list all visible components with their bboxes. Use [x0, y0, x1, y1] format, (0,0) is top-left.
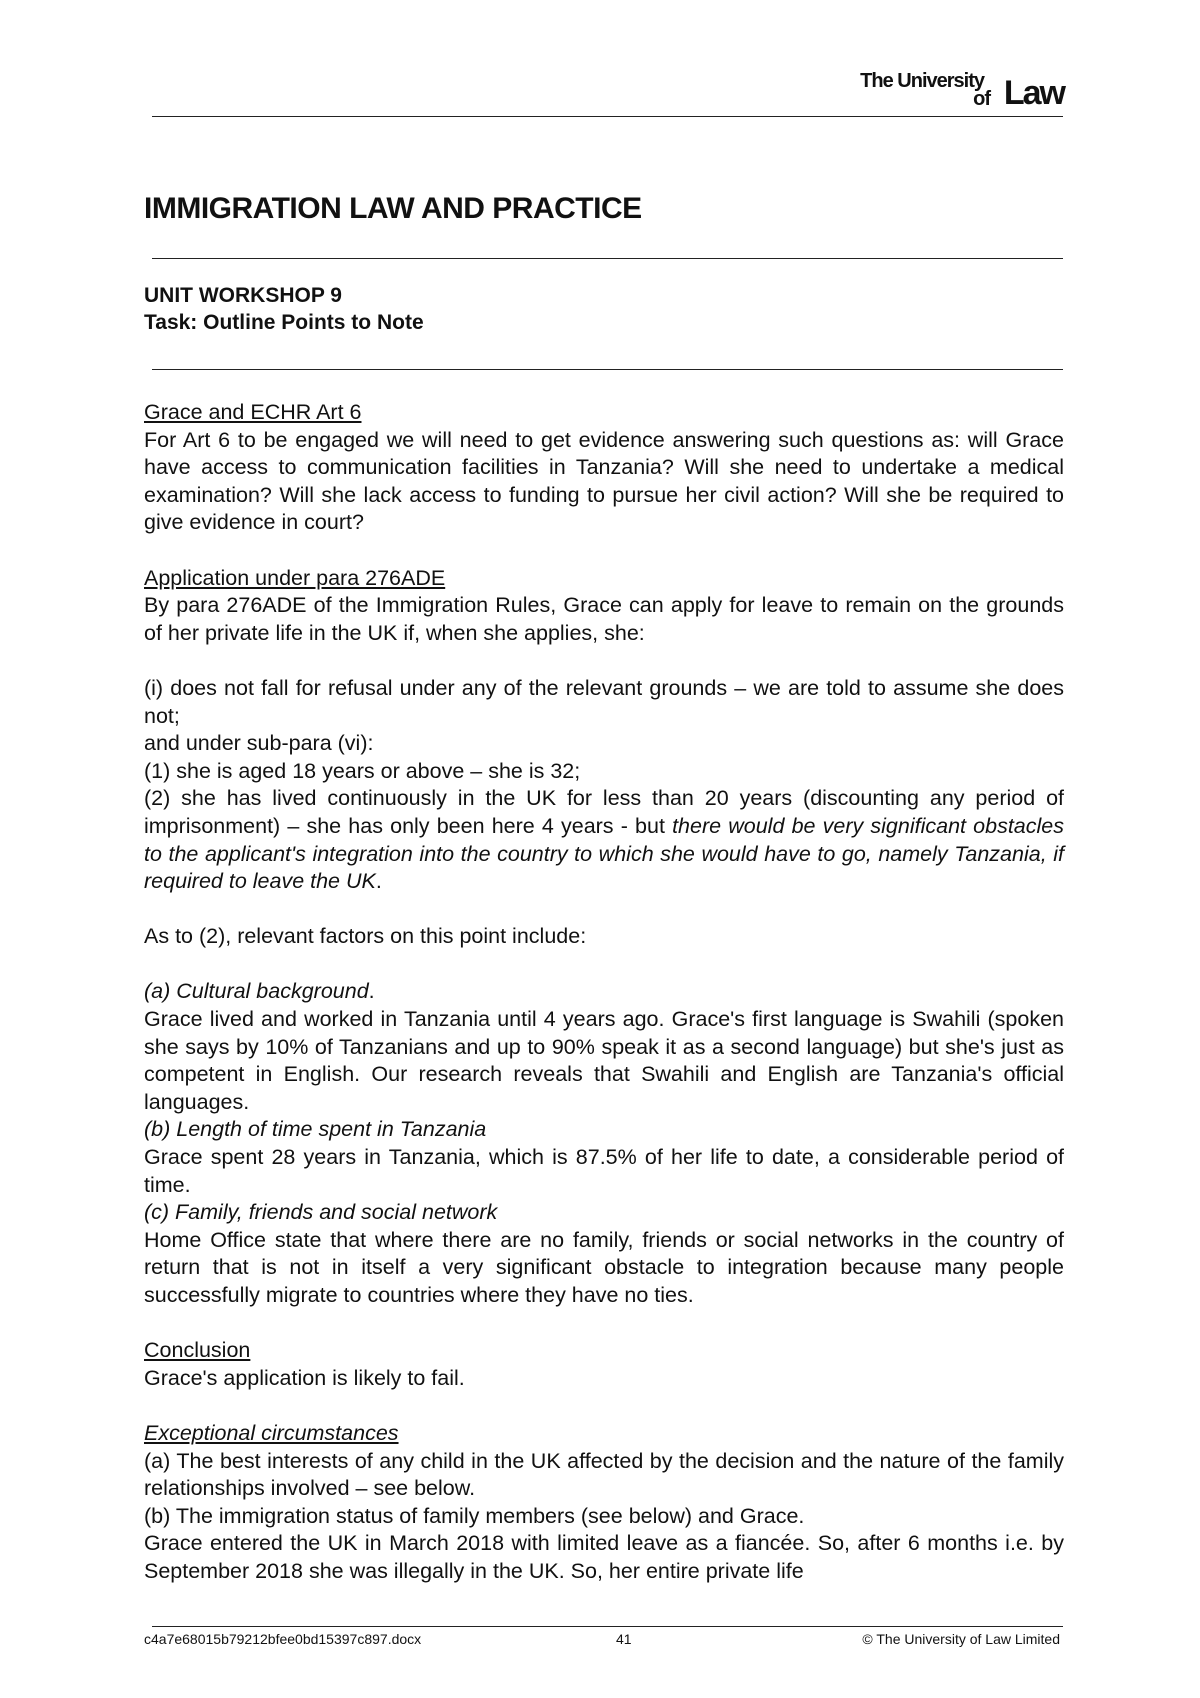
task-heading: Task: Outline Points to Note	[144, 311, 424, 334]
factor-a-text: Grace lived and worked in Tanzania until 4 years ago. Grace's first language is Swahili (spoken she says by 10% of Tanzanians and up to 90% speak it as a second language) but she's just as competent in English. Our research reveals that Swahili and English are Tanzania's official languages.	[144, 1007, 1064, 1114]
footer-page-number: 41	[616, 1631, 632, 1647]
item-1: (1) she is aged 18 years or above – she is 32;	[144, 758, 581, 783]
logo-line-3: Law	[1003, 74, 1064, 112]
factor-b-heading: (b) Length of time spent in Tanzania	[144, 1117, 487, 1142]
conclusion-heading: Conclusion	[144, 1338, 251, 1363]
document-body	[144, 399, 1064, 1586]
header-divider	[152, 116, 1063, 117]
factor-a-heading	[144, 978, 1064, 1006]
factor-b-text: Grace spent 28 years in Tanzania, which is 87.5% of her life to date, a considerable period of time.	[144, 1145, 1064, 1197]
paragraph-276ade: By para 276ADE of the Immigration Rules, Grace can apply for leave to remain on the grounds of her private life in the UK if, when she applies, she:	[144, 593, 1064, 645]
footer-filename: c4a7e68015b79212bfee0bd15397c897.docx	[144, 1631, 422, 1647]
factor-c-heading: (c) Family, friends and social network	[144, 1200, 498, 1225]
exceptional-a: (a) The best interests of any child in the UK affected by the decision and the nature of the family relationships involved – see below.	[144, 1448, 1064, 1501]
task-divider	[152, 369, 1063, 370]
item-2	[144, 785, 1064, 895]
item-2-end: .	[375, 869, 382, 894]
title-divider	[152, 258, 1063, 259]
logo-line-1: The University	[860, 70, 984, 92]
item-i: (i) does not fall for refusal under any of the relevant grounds – we are told to assume she does not;	[144, 675, 1064, 728]
section-heading-art6: Grace and ECHR Art 6	[144, 400, 362, 424]
factors-intro: As to (2), relevant factors on this point include:	[144, 924, 587, 949]
sub-para-line: and under sub-para (vi):	[144, 731, 374, 756]
footer-copyright: © The University of Law Limited	[862, 1631, 1060, 1647]
factor-c-text: Home Office state that where there are no family, friends or social networks in the country of return that is not in itself a very significant obstacle to integration because many people successfully migrate to countries where they have no ties.	[144, 1227, 1064, 1307]
exceptional-text: Grace entered the UK in March 2018 with limited leave as a fiancée. So, after 6 months i.e. by September 2018 she was illegally in the UK. So, her entire private life	[144, 1531, 1064, 1583]
logo-line-2: of	[973, 88, 990, 110]
section-heading-276ade: Application under para 276ADE	[144, 565, 446, 590]
conclusion-text: Grace's application is likely to fail.	[144, 1365, 465, 1390]
document-title: IMMIGRATION LAW AND PRACTICE	[144, 192, 642, 225]
item-2-italic: there would be very significant obstacles to the applicant's integration into the country to which she would have to go, namely Tanzania, if required to leave the UK	[144, 813, 1064, 894]
paragraph-art6: For Art 6 to be engaged we will need to get evidence answering such questions as: will Grace have access to communication facilities in Tanzania? Will she need to undertake a medical examination? Will she lack access to funding to pursue her civil action? Will she be required to give evidence in court?	[144, 427, 1064, 535]
factor-a-title: (a) Cultural background	[144, 979, 369, 1004]
exceptional-heading: Exceptional circumstances	[144, 1420, 399, 1445]
unit-heading: UNIT WORKSHOP 9	[144, 284, 342, 307]
factor-a-period: .	[368, 979, 375, 1004]
exceptional-b: (b) The immigration status of family members (see below) and Grace.	[144, 1503, 805, 1528]
university-logo	[856, 66, 1066, 112]
footer-divider	[152, 1626, 1063, 1627]
item-2-plain: (2) she has lived continuously in the UK for less than 20 years (discounting any period of imprisonment) – she has only been here 4 years - but	[144, 786, 1064, 838]
